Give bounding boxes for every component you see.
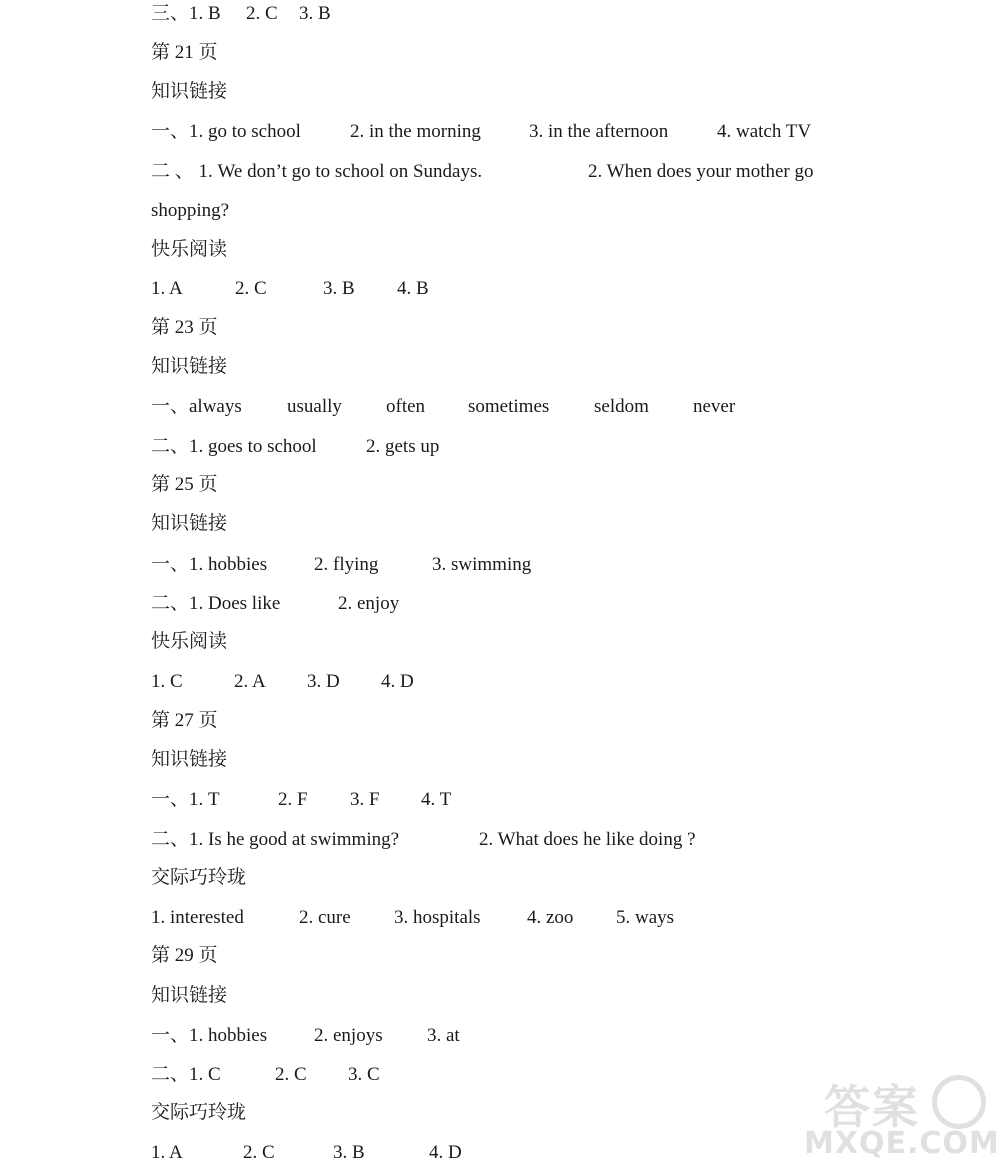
text-segment: 2. A: [234, 671, 266, 692]
text-segment: 一、1. hobbies: [151, 554, 268, 575]
text-segment: 1. A: [151, 278, 183, 299]
text-segment: 4. watch TV: [717, 121, 812, 142]
text-segment: 交际巧玲珑: [151, 1102, 247, 1123]
text-segment: shopping?: [151, 200, 230, 221]
text-segment: 一、always: [151, 396, 242, 417]
text-segment: 3. at: [427, 1025, 460, 1046]
text-segment: 2. When does your mother go: [588, 161, 814, 182]
text-segment: 2. cure: [299, 907, 351, 928]
text-segment: 3. B: [333, 1142, 365, 1163]
text-segment: 第 27 页: [151, 710, 218, 731]
text-segment: often: [386, 396, 426, 417]
text-segment: 第 23 页: [151, 317, 218, 338]
text-segment: 二、1. goes to school: [151, 436, 317, 457]
text-segment: never: [693, 396, 736, 417]
text-segment: 第 29 页: [151, 945, 218, 966]
text-segment: 2. F: [278, 789, 308, 810]
text-segment: 2. C: [243, 1142, 275, 1163]
text-segment: 3. swimming: [432, 554, 532, 575]
text-segment: 二 、 1. We don’t go to school on Sundays.: [151, 161, 483, 182]
text-segment: 3. C: [348, 1064, 380, 1085]
text-segment: 一、1. T: [151, 789, 220, 810]
text-segment: usually: [287, 396, 342, 417]
text-segment: 2. gets up: [366, 436, 440, 457]
text-segment: 第 25 页: [151, 474, 218, 495]
text-segment: 2. C: [246, 3, 278, 24]
text-segment: 知识链接: [151, 81, 228, 102]
text-segment: 2. enjoy: [338, 593, 400, 614]
text-segment: 知识链接: [151, 513, 228, 534]
text-segment: 二、1. Is he good at swimming?: [151, 829, 400, 850]
watermark-site-text: MXQE.COM: [804, 1126, 1000, 1161]
text-segment: 一、1. hobbies: [151, 1025, 268, 1046]
text-segment: 3. in the afternoon: [529, 121, 669, 142]
text-segment: 2. in the morning: [350, 121, 481, 142]
text-segment: 知识链接: [151, 985, 228, 1006]
text-segment: 知识链接: [151, 356, 228, 377]
text-segment: 3. D: [307, 671, 340, 692]
text-segment: 4. T: [421, 789, 452, 810]
text-segment: 一、1. go to school: [151, 121, 301, 142]
text-segment: 知识链接: [151, 749, 228, 770]
watermark-circle-icon: [932, 1075, 986, 1129]
text-segment: 4. zoo: [527, 907, 574, 928]
text-segment: 3. B: [323, 278, 355, 299]
text-segment: sometimes: [468, 396, 550, 417]
text-segment: 3. B: [299, 3, 331, 24]
text-segment: 二、1. Does like: [151, 593, 281, 614]
watermark-logo: [804, 1071, 1000, 1161]
text-segment: 1. A: [151, 1142, 183, 1163]
text-segment: 快乐阅读: [151, 631, 228, 652]
text-segment: 2. What does he like doing ?: [479, 829, 696, 850]
text-segment: 5. ways: [616, 907, 675, 928]
text-segment: 第 21 页: [151, 42, 218, 63]
watermark-top-text: 答案: [824, 1080, 920, 1134]
text-segment: 4. D: [381, 671, 414, 692]
text-segment: 4. D: [429, 1142, 462, 1163]
text-segment: 2. C: [275, 1064, 307, 1085]
text-segment: 二、1. C: [151, 1064, 221, 1085]
text-segment: 1. interested: [151, 907, 244, 928]
text-segment: 快乐阅读: [151, 239, 228, 260]
text-segment: 交际巧玲珑: [151, 867, 247, 888]
text-segment: 3. hospitals: [394, 907, 481, 928]
text-segment: 三、1. B: [151, 3, 221, 24]
text-segment: 2. flying: [314, 554, 379, 575]
text-segment: 3. F: [350, 789, 380, 810]
text-segment: 4. B: [397, 278, 429, 299]
text-segment: 1. C: [151, 671, 183, 692]
text-segment: seldom: [594, 396, 649, 417]
text-segment: 2. enjoys: [314, 1025, 383, 1046]
text-segment: 2. C: [235, 278, 267, 299]
